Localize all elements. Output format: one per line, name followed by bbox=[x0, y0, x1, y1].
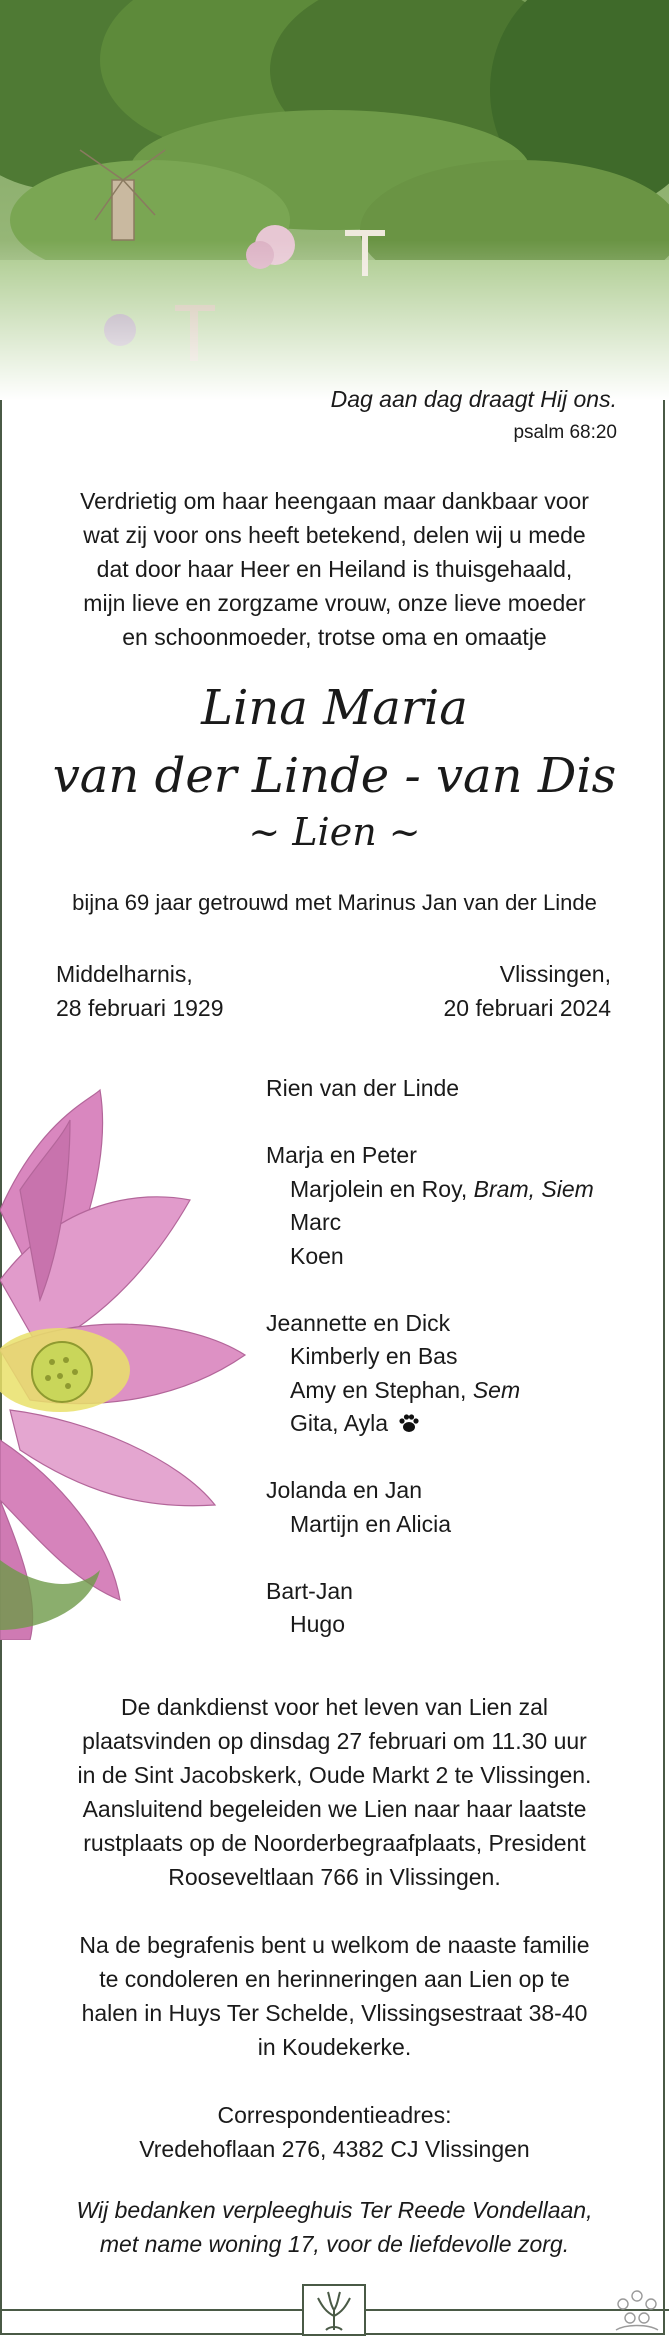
condolence-line: in Koudekerke. bbox=[257, 2034, 412, 2060]
service-line: Aansluitend begeleiden we Lien naar haar laatste bbox=[82, 1796, 587, 1822]
family-member: Martijn en Alicia bbox=[290, 1510, 452, 1537]
intro-text: Verdrietig om haar heengaan maar dankbaar voor wat zij voor ons heeft betekend, delen wij u mede dat door haar Heer en Heiland is thuisgehaald, mijn lieve en zorgzame vrouw, onze lieve moeder en schoonmoeder, trotse oma en omaatje bbox=[80, 488, 589, 650]
family-member: Koen bbox=[290, 1242, 344, 1269]
service-info bbox=[40, 1690, 629, 2166]
family-member: Jeannette en Dick bbox=[266, 1309, 451, 1336]
footer-logo-icon bbox=[612, 2288, 662, 2332]
condolence-line: Na de begrafenis bent u welkom de naaste familie bbox=[79, 1932, 590, 1958]
death-place: Vlissingen, bbox=[499, 961, 611, 987]
lotus-flower-illustration bbox=[0, 1080, 260, 1640]
thanks-line: Wij bedanken verpleeghuis Ter Reede Vondellaan, bbox=[76, 2197, 593, 2223]
birth-date: 28 februari 1929 bbox=[56, 995, 224, 1021]
service-line: De dankdienst voor het leven van Lien zal bbox=[120, 1694, 549, 1720]
birth-info bbox=[56, 957, 224, 1025]
garden-photo bbox=[0, 0, 669, 400]
service-line: in de Sint Jacobskerk, Oude Markt 2 te Vlissingen. bbox=[77, 1762, 592, 1788]
family-member: Marja en Peter bbox=[266, 1142, 417, 1168]
deceased-first-names: Lina Maria bbox=[201, 680, 468, 736]
family-member: Kimberly en Bas bbox=[290, 1343, 458, 1369]
family-member-names: Amy en Stephan, bbox=[290, 1376, 473, 1403]
paw-icon bbox=[398, 1409, 420, 1443]
service-line: plaatsvinden op dinsdag 27 februari om 11.30 uur bbox=[82, 1728, 587, 1754]
death-info bbox=[443, 957, 611, 1025]
thanks-line: met name woning 17, voor de liefdevolle zorg. bbox=[99, 2231, 570, 2257]
service-line: rustplaats op de Noorderbegraafplaats, President bbox=[83, 1830, 586, 1856]
birth-place: Middelharnis, bbox=[56, 961, 193, 987]
family-list bbox=[266, 1072, 594, 1642]
family-member: Bart-Jan bbox=[266, 1577, 353, 1604]
family-member bbox=[266, 1374, 594, 1408]
psalm-reference: psalm 68:20 bbox=[513, 422, 617, 443]
tree-logo-icon bbox=[302, 2284, 366, 2336]
deceased-nickname: ~ Lien ~ bbox=[248, 810, 421, 854]
condolence-line: halen in Huys Ter Schelde, Vlissingsestraat 38-40 bbox=[81, 2000, 588, 2026]
deceased-surname: van der Linde - van Dis bbox=[52, 748, 617, 804]
family-member-names: Gita, Ayla bbox=[290, 1410, 389, 1436]
service-line: Rooseveltlaan 766 in Vlissingen. bbox=[168, 1864, 501, 1890]
psalm-quote: Dag aan dag draagt Hij ons. bbox=[330, 386, 617, 412]
family-member-children: Sem bbox=[472, 1376, 521, 1403]
family-member bbox=[266, 1407, 594, 1441]
family-member bbox=[266, 1173, 594, 1207]
bottom-divider bbox=[0, 2309, 302, 2311]
family-member: Rien van der Linde bbox=[266, 1075, 460, 1101]
thanks-text bbox=[30, 2193, 639, 2261]
family-member-children: Bram, Siem bbox=[473, 1175, 594, 1202]
correspondence-address: Vredehoflaan 276, 4382 CJ Vlissingen bbox=[139, 2136, 530, 2162]
condolence-line: te condoleren en herinneringen aan Lien op te bbox=[99, 1966, 570, 1992]
family-member: Jolanda en Jan bbox=[266, 1477, 423, 1503]
family-member: Hugo bbox=[290, 1611, 345, 1637]
death-date: 20 februari 2024 bbox=[443, 995, 611, 1021]
correspondence-label: Correspondentieadres: bbox=[217, 2102, 452, 2128]
married-text: bijna 69 jaar getrouwd met Marinus Jan van der Linde bbox=[72, 890, 597, 915]
family-member-names: Marjolein en Roy, bbox=[290, 1175, 474, 1202]
family-member: Marc bbox=[290, 1209, 342, 1235]
